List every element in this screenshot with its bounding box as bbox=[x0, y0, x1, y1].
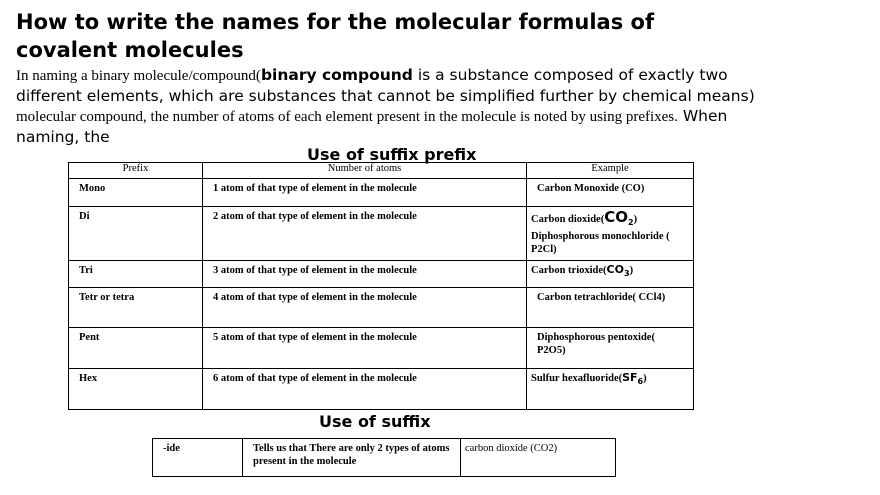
example-cell: carbon dioxide (CO2) bbox=[461, 439, 616, 477]
table-row bbox=[69, 288, 694, 328]
example-cell: Carbon tetrachloride( CCl4) bbox=[527, 288, 694, 328]
example-cell: Sulfur $hexafluoride(SF_6)$ bbox=[527, 369, 694, 410]
atoms-cell: 2 atom of that type of element in the molecule bbox=[203, 207, 527, 261]
intro-paragraph bbox=[16, 66, 761, 147]
atoms-cell: 3 atom of that type of element in the molecule bbox=[203, 261, 527, 288]
suffix-cell: -ide bbox=[153, 439, 243, 477]
example-line: Carbon $dioxide(CO_2)$ bbox=[531, 208, 638, 228]
suffix-table-caption: Use of suffix bbox=[319, 412, 431, 431]
table-row bbox=[69, 328, 694, 369]
header-example: Example bbox=[527, 163, 694, 179]
example-line: Diphosphorous monochloride ( P2Cl) bbox=[531, 230, 670, 255]
prefix-table bbox=[68, 162, 694, 410]
table-row bbox=[69, 369, 694, 410]
table-row bbox=[153, 439, 616, 477]
table-row bbox=[69, 179, 694, 207]
prefix-cell: Di bbox=[69, 207, 203, 261]
example-cell bbox=[527, 207, 694, 261]
example-cell: Carbon Monoxide (CO) bbox=[527, 179, 694, 207]
table-header-row bbox=[69, 163, 694, 179]
prefix-cell: Mono bbox=[69, 179, 203, 207]
prefix-cell: Tetr or tetra bbox=[69, 288, 203, 328]
suffix-table bbox=[152, 438, 616, 477]
prefix-cell: Hex bbox=[69, 369, 203, 410]
table-row bbox=[69, 207, 694, 261]
table-row bbox=[69, 261, 694, 288]
intro-text-2: is a substance composed of exactly two different elements, which are substances that cannot be simplified further by chemical means) bbox=[16, 66, 755, 105]
atoms-cell: 5 atom of that type of element in the molecule bbox=[203, 328, 527, 369]
prefix-cell: Tri bbox=[69, 261, 203, 288]
header-atoms: Number of atoms bbox=[203, 163, 527, 179]
prefix-table-caption: Use of suffix prefix bbox=[307, 145, 477, 164]
meaning-cell: Tells us that There are only 2 types of atoms present in the molecule bbox=[243, 439, 461, 477]
atoms-cell: 6 atom of that type of element in the molecule bbox=[203, 369, 527, 410]
atoms-cell: 1 atom of that type of element in the molecule bbox=[203, 179, 527, 207]
prefix-cell: Pent bbox=[69, 328, 203, 369]
example-cell: Diphosphorous pentoxide( P2O5) bbox=[527, 328, 694, 369]
page-title: How to write the names for the molecular formulas of covalent molecules bbox=[16, 10, 655, 62]
atoms-cell: 4 atom of that type of element in the molecule bbox=[203, 288, 527, 328]
header-prefix: Prefix bbox=[69, 163, 203, 179]
intro-text-1: In naming a binary molecule/compound( bbox=[16, 68, 261, 84]
example-cell: Carbon $trioxide(CO_3)$ bbox=[527, 261, 694, 288]
intro-text-3: molecular compound, the number of atoms of each element present in the molecule is noted by using prefixes. bbox=[16, 109, 678, 125]
intro-term: binary compound bbox=[260, 66, 413, 84]
intro-text-4: When naming, the bbox=[16, 107, 728, 146]
